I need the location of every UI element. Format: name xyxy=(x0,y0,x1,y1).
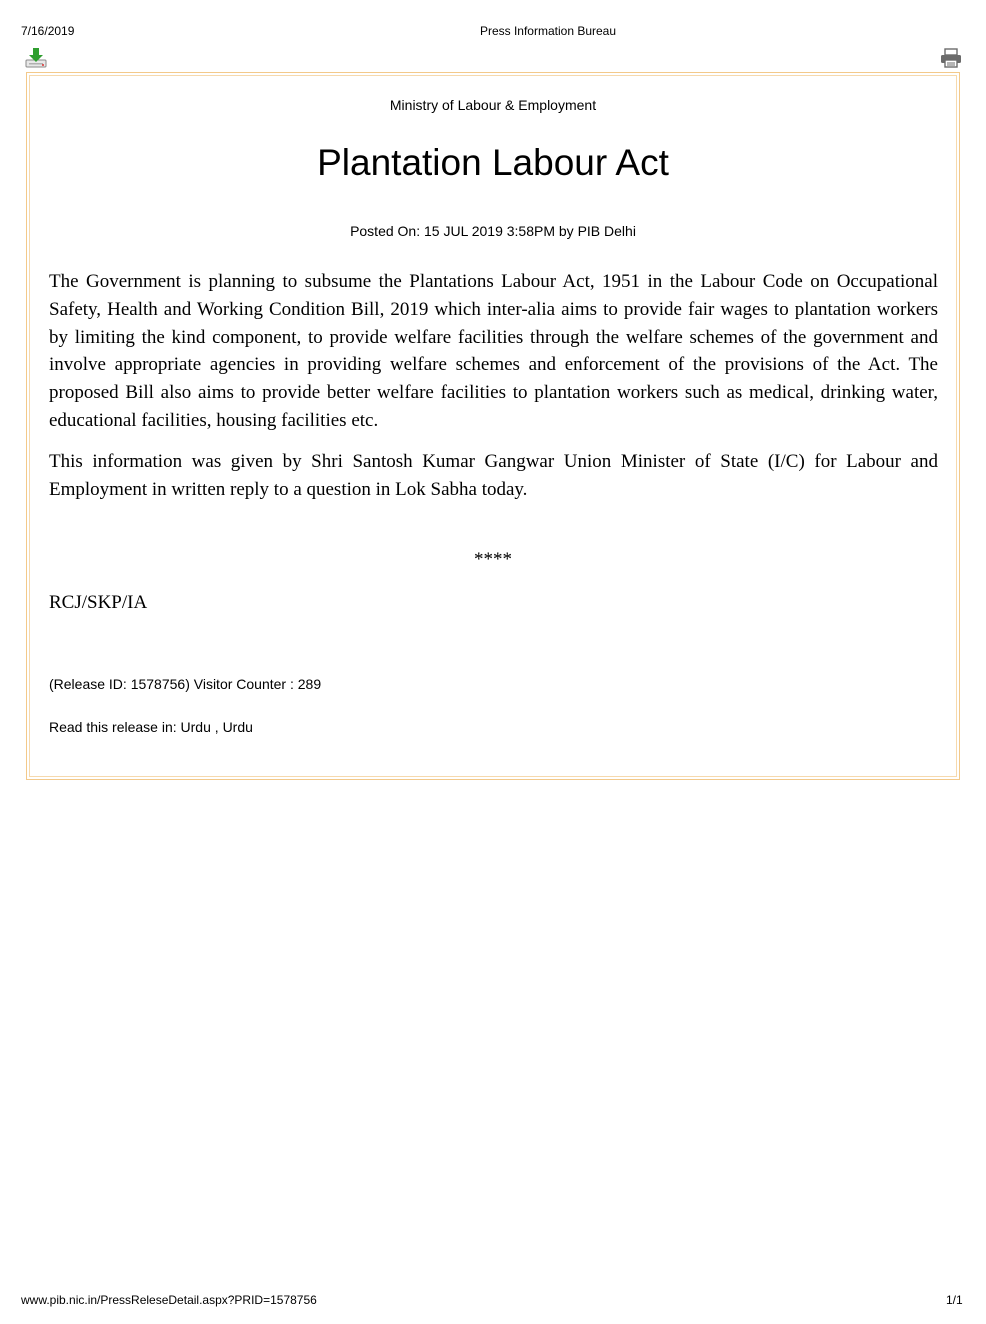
language-link-urdu-2[interactable]: Urdu xyxy=(222,719,253,735)
read-in-label: Read this release in: xyxy=(49,719,181,735)
release-id-visitor-counter: (Release ID: 1578756) Visitor Counter : 289 xyxy=(49,676,322,692)
print-header-date: 7/16/2019 xyxy=(21,24,75,38)
release-paragraph-1: The Government is planning to subsume the Plantations Labour Act, 1951 in the Labour Code on Occupational Safety, Health and Working Condition Bill, 2019 which inter-alia aims to provide fair wages to plantation workers by limiting the kind component, to provide welfare facilities through the welfare schemes of the government and involve appropriate agencies in providing welfare schemes and enforcement of the provisions of the Act. The proposed Bill also aims to provide better welfare facilities to plantation workers such as medical, drinking water, educational facilities, housing facilities etc. xyxy=(49,271,938,431)
printer-icon xyxy=(940,47,962,69)
download-button[interactable] xyxy=(25,47,47,69)
reference-code: RCJ/SKP/IA xyxy=(49,592,148,613)
read-release-in xyxy=(49,719,253,735)
print-button[interactable] xyxy=(940,47,962,69)
posted-on: Posted On: 15 JUL 2019 3:58PM by PIB Delhi xyxy=(350,223,636,239)
release-title: Plantation Labour Act xyxy=(317,142,669,183)
language-separator: , xyxy=(210,719,223,735)
print-footer-url: www.pib.nic.in/PressReleseDetail.aspx?PRID=1578756 xyxy=(21,1293,317,1307)
separator-stars: **** xyxy=(474,549,512,570)
language-link-urdu[interactable]: Urdu xyxy=(180,719,211,735)
ministry-name: Ministry of Labour & Employment xyxy=(389,97,597,113)
print-header-title: Press Information Bureau xyxy=(479,24,617,38)
print-footer-page-number: 1/1 xyxy=(946,1293,963,1307)
download-icon xyxy=(25,47,47,69)
release-paragraph-2: This information was given by Shri Santosh Kumar Gangwar Union Minister of State (I/C) for Labour and Employment in written reply to a question in Lok Sabha today. xyxy=(49,451,938,500)
